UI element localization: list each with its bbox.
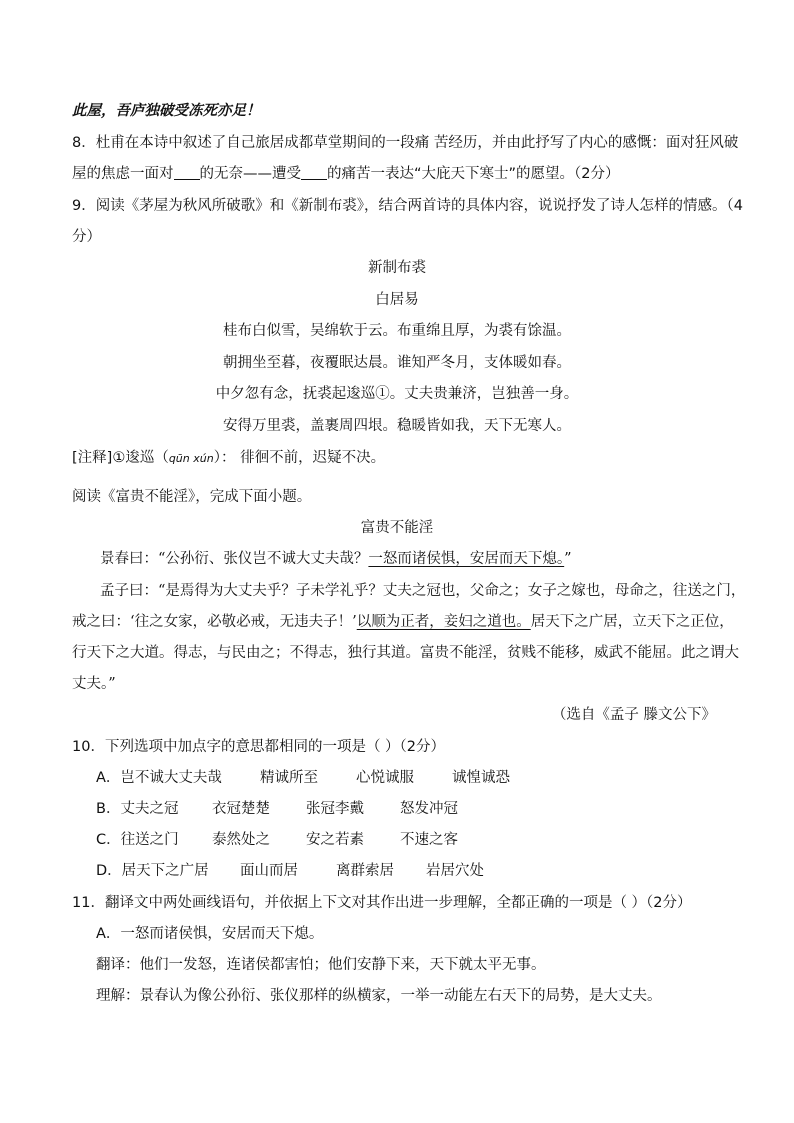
q10-option-c-item-3: 不速之客 <box>400 832 458 848</box>
q9-line1: 9．阅读《茅屋为秋风所破歌》和《新制布裘》，结合两首诗的具体内容，说说抒发了诗人怎样的情感。（4 <box>72 198 743 214</box>
q10-stem: 10．下列选项中加点字的意思都相同的一项是（ ）（2分） <box>72 739 446 755</box>
q9-line2: 分） <box>72 229 101 245</box>
essay-title: 富贵不能淫 <box>360 520 434 536</box>
q10-option-d-label: D．居天下之广居 <box>96 863 209 879</box>
essay-underline-2: 以顺为正者，妾妇之道也。 <box>356 614 531 630</box>
poem-title: 新制布裘 <box>368 260 426 276</box>
q10-option-d[interactable] <box>96 861 484 881</box>
q8-blank-2[interactable] <box>301 165 327 180</box>
q10-option-b-item-1: 衣冠楚楚 <box>212 801 270 817</box>
q10-option-d-item-1: 面山而居 <box>240 863 298 879</box>
essay-p2-line4: 丈夫。” <box>72 676 116 692</box>
poem-note <box>72 448 385 469</box>
poem-line-2: 朝拥坐至暮，夜覆眠达晨。谁知严冬月，支体暖如春。 <box>223 355 571 371</box>
q10-option-a-item-1: 精诚所至 <box>260 770 318 786</box>
q10-option-b-label: B．丈夫之冠 <box>96 801 179 817</box>
essay-p1-a: 景春曰：“公孙衍、张仪岂不诚大丈夫哉？ <box>100 551 369 567</box>
q10-option-d-item-2: 离群索居 <box>336 863 394 879</box>
note-pinyin: qūn xún <box>168 452 214 465</box>
q8-text-b: 的无奈——遭受 <box>199 166 301 182</box>
q8-line2 <box>72 164 620 184</box>
q11-option-a[interactable]: A．一怒而诸侯惧，安居而天下熄。 <box>96 926 324 942</box>
q10-option-a-item-3: 诚惶诚恐 <box>452 770 510 786</box>
q11-translation: 翻译：他们一发怒，连诸侯都害怕；他们安静下来，天下就太平无事。 <box>96 957 546 973</box>
q11-understanding: 理解：景春认为像公孙衍、张仪那样的纵横家，一举一动能左右天下的局势，是大丈夫。 <box>96 988 662 1004</box>
essay-p2-l2-c: 居天下之广居，立天下之正位， <box>530 614 734 630</box>
q10-option-c[interactable] <box>96 830 458 850</box>
poem-line-1: 桂布白似雪，吴绵软于云。布重绵且厚，为裘有馀温。 <box>223 323 571 339</box>
essay-p1-c: ” <box>564 551 572 567</box>
poem-line-4: 安得万里裘，盖裹周四垠。稳暖皆如我，天下无寒人。 <box>223 418 571 434</box>
q8-text-a: 屋的焦虑一面对 <box>72 166 174 182</box>
q10-option-a-item-2: 心悦诚服 <box>356 770 414 786</box>
poem-tail: 此屋，吾庐独破受冻死亦足！ <box>72 102 261 119</box>
reading-intro: 阅读《富贵不能淫》，完成下面小题。 <box>72 489 312 505</box>
poem-author: 白居易 <box>375 292 419 308</box>
essay-p2-line3: 行天下之大道。得志，与民由之；不得志，独行其道。富贵不能淫，贫贱不能移，威武不能屈。此之谓大 <box>72 645 739 661</box>
q10-option-a[interactable] <box>96 768 510 788</box>
q8-line1: 8．杜甫在本诗中叙述了自己旅居成都草堂期间的一段痛 苦经历，并由此抒写了内心的感慨：面对狂风破 <box>72 135 739 151</box>
q10-option-c-label: C．往送之门 <box>96 832 179 848</box>
q10-option-b[interactable] <box>96 799 458 819</box>
q11-stem: 11．翻译文中两处画线语句，并依据上下文对其作出进一步理解，全都正确的一项是（ ）（2分） <box>72 895 692 911</box>
essay-p2-line1: 孟子曰：“是焉得为大丈夫乎？子未学礼乎？丈夫之冠也，父命之；女子之嫁也，母命之，往送之门， <box>100 583 746 599</box>
q10-option-c-item-1: 泰然处之 <box>212 832 270 848</box>
q8-text-c: 的痛苦一表达“大庇天下寒士”的愿望。（2分） <box>327 166 620 182</box>
q10-option-a-label: A．岂不诚大丈夫哉 <box>96 770 222 786</box>
note-text-b: ）： 徘徊不前，迟疑不决。 <box>213 450 386 466</box>
essay-p1 <box>100 549 572 569</box>
essay-source: （选自《孟子 滕文公下》 <box>551 707 716 723</box>
poem-line-3: 中夕忽有念，抚裘起逡巡①。丈夫贵兼济，岂独善一身。 <box>215 386 579 402</box>
q10-option-d-item-3: 岩居穴处 <box>426 863 484 879</box>
essay-underline-1: 一怒而诸侯惧，安居而天下熄。 <box>368 551 565 567</box>
q10-option-b-item-3: 怒发冲冠 <box>400 801 458 817</box>
q8-blank-1[interactable] <box>174 165 200 180</box>
essay-p2-line2 <box>72 612 734 632</box>
q10-option-b-item-2: 张冠李戴 <box>306 801 364 817</box>
note-text-a: [注释]①逡巡（ <box>72 450 169 466</box>
essay-p2-l2-a: 戒之曰：‘往之女家，必敬必戒，无违夫子！’ <box>72 614 357 630</box>
q10-option-c-item-2: 安之若素 <box>306 832 364 848</box>
